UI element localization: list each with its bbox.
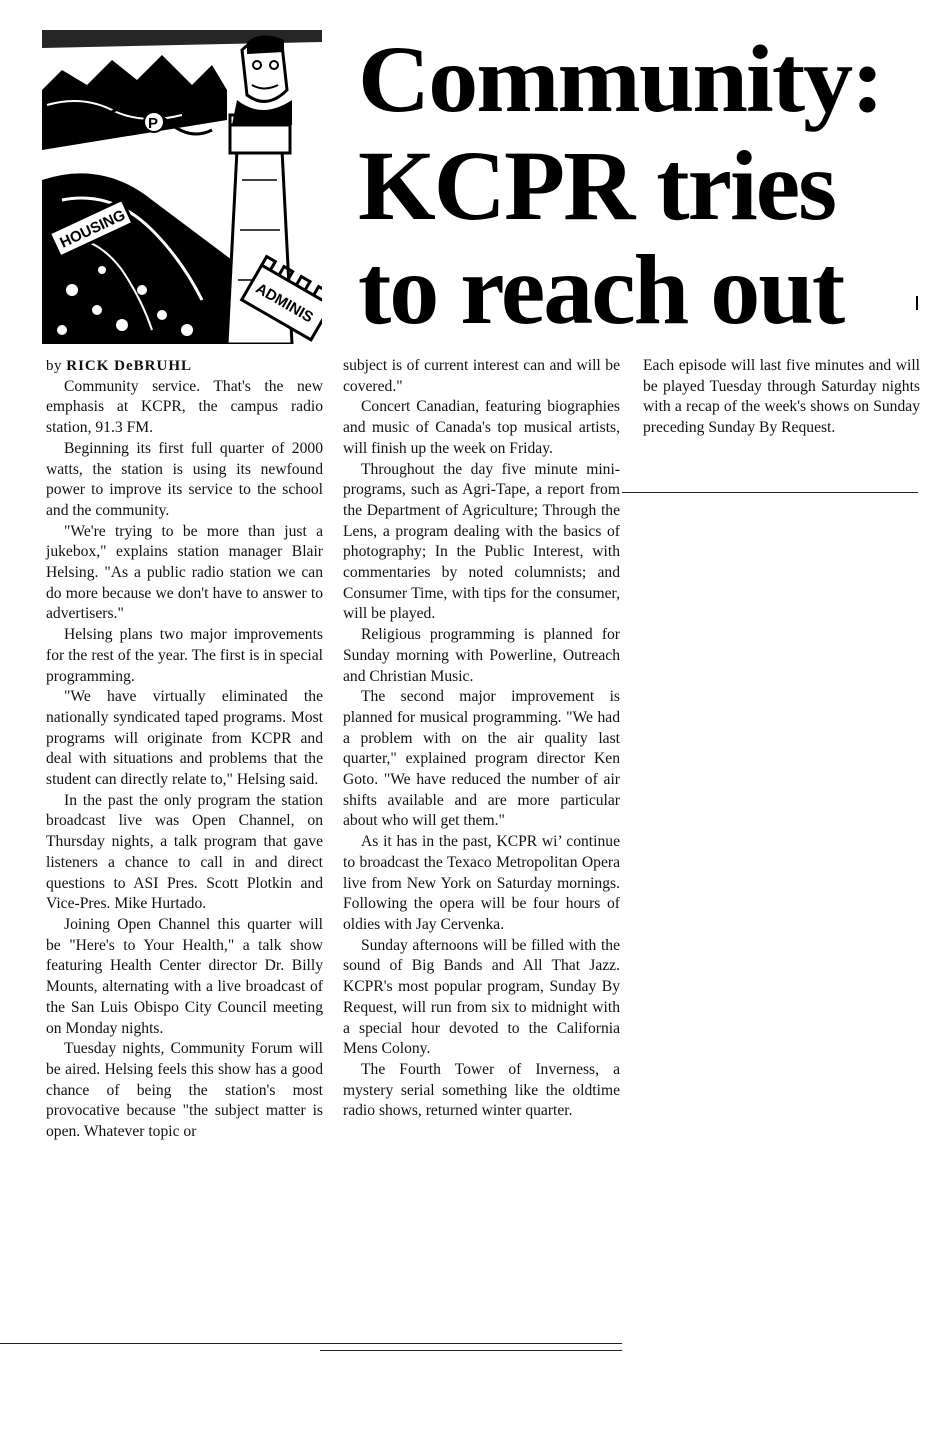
- bottom-rule: [320, 1350, 622, 1351]
- bottom-rule: [0, 1343, 622, 1344]
- paragraph: "We're trying to be more than just a jukebox," explains station manager Blair Helsing. "As a public radio station we can do more because we don't have to answer to advertisers.": [46, 522, 323, 623]
- paragraph: Tuesday nights, Community Forum will be aired. Helsing feels this show has a good chance of being the station's most provocative because "the subject matter is open. Whatever topic or: [46, 1040, 323, 1141]
- paragraph: Helsing plans two major improvements for the rest of the year. The first is in special programming.: [46, 626, 323, 685]
- cartoon-drawing: [42, 30, 322, 344]
- byline: [46, 356, 323, 377]
- paragraph: The Fourth Tower of Inverness, a mystery serial something like the oldtime radio shows, returned winter quarter.: [343, 1060, 620, 1120]
- paragraph: Sunday afternoons will be filled with the sound of Big Bands and All That Jazz. KCPR's most popular program, Sunday By Request, will run from six to midnight with a special hour devoted to the California Mens Colony.: [343, 936, 620, 1058]
- headline-line-3: to reach out: [358, 234, 844, 345]
- margin-tick: [916, 296, 918, 310]
- cartoon-illustration: [42, 30, 322, 344]
- paragraph: Throughout the day five minute mini-programs, such as Agri-Tape, a report from the Department of Agriculture; Through the Lens, a program dealing with the basics of photography; In the Public Interest, with commentaries by noted columnists; and Consumer Time, with tips for the consumer, will be played.: [343, 460, 620, 623]
- paragraph: The second major improvement is planned for musical programming. "We had a problem with on the air quality last quarter," explained program director Ken Goto. "We have reduced the number of air shifts available and are more particular about who will get them.": [343, 688, 620, 830]
- column-end-rule: [622, 492, 918, 493]
- svg-text:P: P: [148, 115, 159, 132]
- article-column-2: [343, 356, 620, 1122]
- paragraph: Each episode will last five minutes and will be played Tuesday through Saturday nights with a recap of the week's shows on Sunday preceding Sunday By Request.: [643, 357, 920, 437]
- byline-author: RICK DeBRUHL: [66, 358, 193, 374]
- headline: [358, 26, 918, 345]
- paragraph: Community service. That's the new emphasis at KCPR, the campus radio station, 91.3 FM.: [46, 377, 323, 437]
- headline-line-2: KCPR tries: [358, 130, 836, 241]
- paragraph: In the past the only program the station broadcast live was Open Channel, on Thursday nights, a talk program that gave listeners a chance to call in and direct questions to ASI Pres. Scott Plotkin and Vice-Pres. Mike Hurtado.: [46, 791, 323, 913]
- housing-sign-text: HOUSING: [57, 206, 129, 252]
- paragraph: As it has in the past, KCPR wi’ continue to broadcast the Texaco Metropolitan Opera live from New York on Saturday mornings. Following the opera will be four hours of oldies with Jay Cervenka.: [343, 833, 620, 933]
- paragraph: Concert Canadian, featuring biographies and music of Canada's top musical artists, will finish up the week on Friday.: [343, 398, 620, 457]
- byline-prefix: by: [46, 358, 62, 374]
- paragraph: Joining Open Channel this quarter will be "Here's to Your Health," a talk show featuring Health Center director Dr. Billy Mounts, alternating with a live broadcast of the San Luis Obispo City Council meeting on Monday nights.: [46, 915, 323, 1037]
- article-column-3: [643, 356, 920, 439]
- admin-sign-text: ADMINIS: [252, 279, 317, 327]
- paragraph: "We have virtually eliminated the nationally syndicated taped programs. Most programs will originate from KCPR and deal with situations and problems that the student can directly relate to," Helsing said.: [46, 688, 323, 789]
- paragraph: subject is of current interest can and will be covered.": [343, 357, 620, 395]
- article-column-1: [46, 356, 323, 1143]
- paragraph: Beginning its first full quarter of 2000 watts, the station is using its newfound power to improve its service to the school and the community.: [46, 439, 323, 519]
- paragraph: Religious programming is planned for Sunday morning with Powerline, Outreach and Christian Music.: [343, 626, 620, 685]
- headline-line-1: Community:: [358, 26, 883, 132]
